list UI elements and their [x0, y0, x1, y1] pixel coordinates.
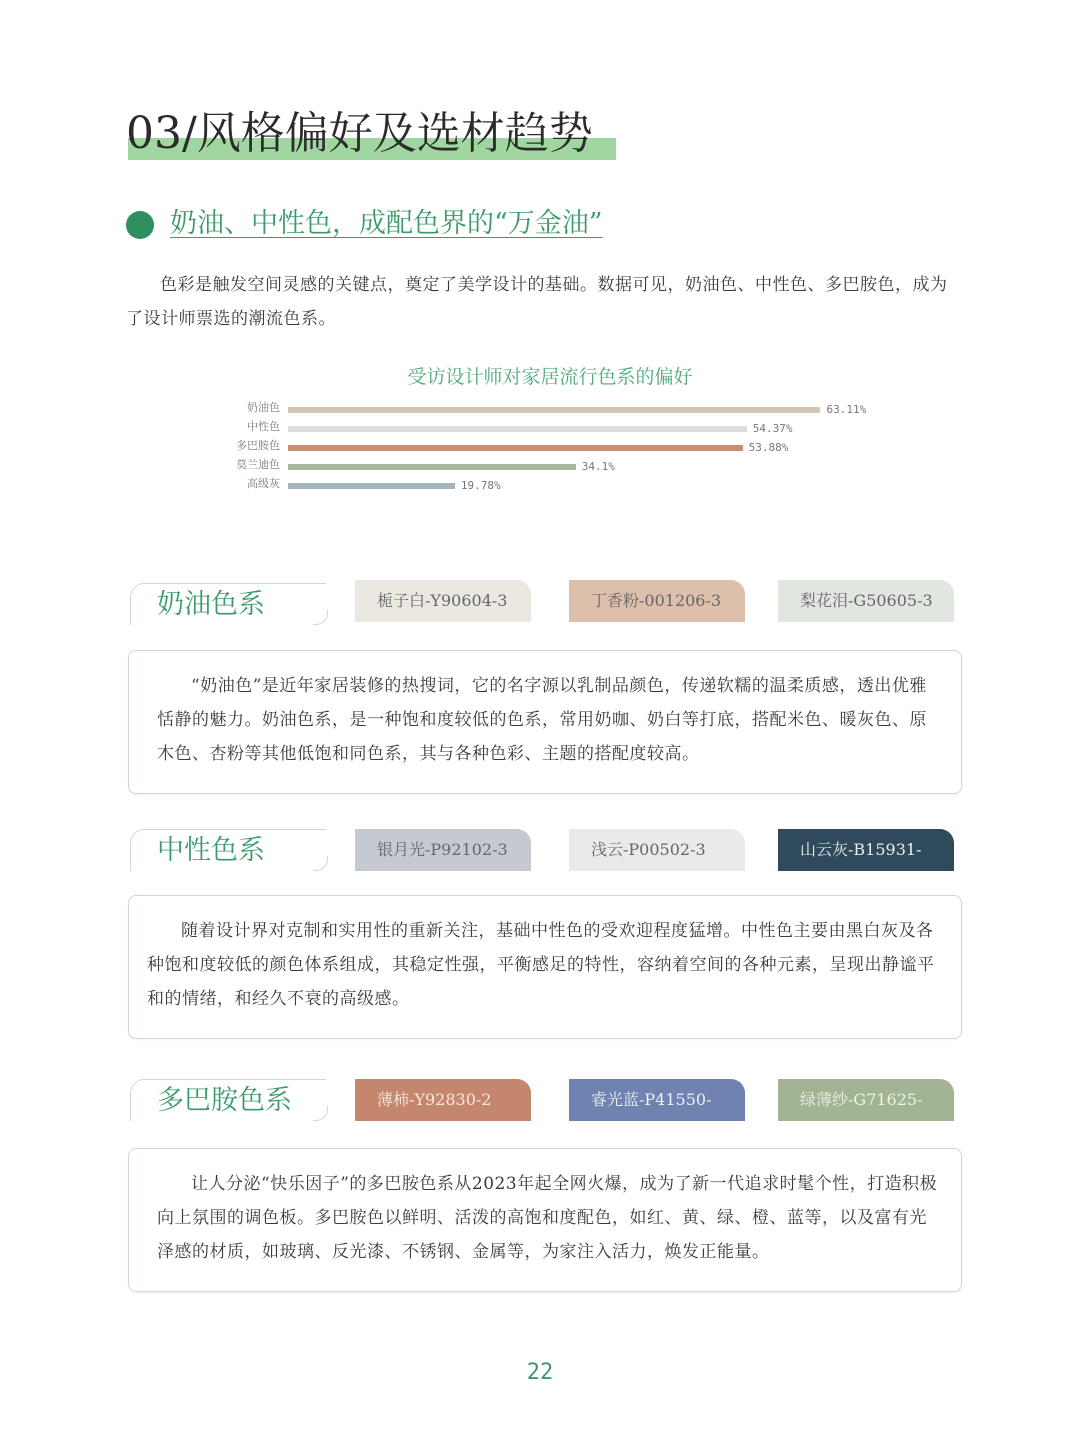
section-title: 奶油、中性色，成配色界的“万金油”: [170, 208, 603, 239]
swatch-cream-1: 栀子白-Y90604-3: [355, 580, 531, 622]
chart-category-label: 中性色: [247, 420, 280, 433]
chart-value-label: 63.11%: [826, 403, 867, 416]
intro-paragraph: 色彩是触发空间灵感的关键点，奠定了美学设计的基础。数据可见，奶油色、中性色、多巴胺色，成为了设计师票选的潮流色系。: [126, 275, 948, 329]
page-title: 03/风格偏好及选材趋势: [126, 108, 593, 159]
swatch-cream-2: 丁香粉-001206-3: [569, 580, 745, 622]
description-text: 让人分泌“快乐因子”的多巴胺色系从2023年起全网火爆，成为了新一代追求时髦个性，打造积极向上氛围的调色板。多巴胺色以鲜明、活泼的高饱和度配色，如红、黄、绿、橙、蓝等，以及富有光泽感的材质，如玻璃、反光漆、不锈钢、金属等，为家注入活力，焕发正能量。: [157, 1174, 938, 1262]
section-bullet-icon: [126, 211, 154, 239]
page-number: 22: [526, 1360, 554, 1385]
family-tab-neutral: [130, 829, 326, 871]
description-text: 随着设计界对克制和实用性的重新关注，基础中性色的受欢迎程度猛增。中性色主要由黑白灰及各种饱和度较低的颜色体系组成，其稳定性强，平衡感足的特性，容纳着空间的各种元素，呈现出静谧平和的情绪，和经久不衰的高级感。: [147, 921, 935, 1009]
chart-bar: [288, 426, 747, 432]
chart-bar: [288, 445, 743, 451]
swatch-dopamine-2: 睿光蓝-P41550-: [569, 1079, 745, 1121]
swatch-cream-3: 梨花泪-G50605-3: [778, 580, 954, 622]
family-label: 多巴胺色系: [157, 1085, 292, 1116]
description-text: “奶油色”是近年家居装修的热搜词，它的名字源以乳制品颜色，传递软糯的温柔质感，透出优雅恬静的魅力。奶油色系，是一种饱和度较低的色系，常用奶咖、奶白等打底，搭配米色、暖灰色、原木色、杏粉等其他低饱和同色系，其与各种色彩、主题的搭配度较高。: [157, 676, 927, 764]
description-box-dopamine: [128, 1148, 962, 1292]
family-label: 中性色系: [157, 835, 265, 866]
swatch-neutral-2: 浅云-P00502-3: [569, 829, 745, 871]
description-box-cream: [128, 650, 962, 794]
chart-category-label: 高级灰: [247, 477, 280, 490]
bar-chart: [200, 400, 920, 500]
chart-value-label: 19.78%: [460, 479, 501, 492]
description-box-neutral: [128, 895, 962, 1039]
family-label: 奶油色系: [157, 589, 265, 620]
chart-category-label: 莫兰迪色: [236, 458, 280, 471]
chart-value-label: 53.88%: [748, 441, 789, 454]
chart-bar: [288, 407, 820, 413]
family-tab-cream: [130, 583, 326, 625]
chart-value-label: 54.37%: [752, 422, 793, 435]
swatch-dopamine-1: 薄柿-Y92830-2: [355, 1079, 531, 1121]
chart-category-label: 多巴胺色: [236, 439, 280, 452]
chart-value-label: 34.1%: [581, 460, 615, 473]
chart-bar: [288, 464, 576, 470]
chart-category-label: 奶油色: [247, 401, 280, 414]
swatch-neutral-1: 银月光-P92102-3: [355, 829, 531, 871]
swatch-neutral-3: 山云灰-B15931-: [778, 829, 954, 871]
chart-title: 受访设计师对家居流行色系的偏好: [407, 366, 693, 388]
swatch-dopamine-3: 绿薄纱-G71625-: [778, 1079, 954, 1121]
family-tab-dopamine: [130, 1079, 326, 1121]
chart-bar: [288, 483, 455, 489]
